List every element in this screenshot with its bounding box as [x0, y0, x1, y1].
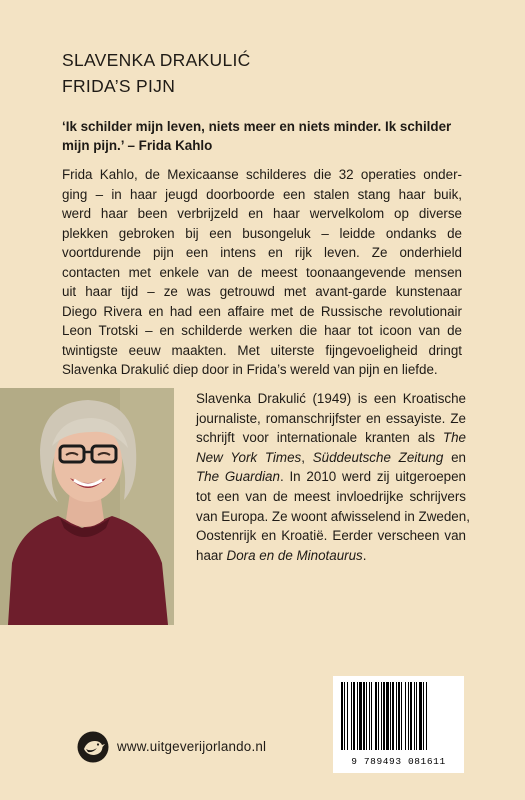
bio-line: schrijft voor internationale kranten als The — [196, 430, 466, 446]
barcode-bar — [390, 682, 391, 750]
isbn-number: 9 789493 081611 — [351, 756, 446, 767]
barcode-bar — [426, 682, 427, 750]
barcode-bar — [405, 682, 406, 750]
quote-line: mijn pijn.’ – Frida Kahlo — [62, 138, 213, 153]
synopsis-line: contacten met enkele van de meest toonaangevende mensen — [62, 264, 462, 280]
author-portrait-illustration — [0, 388, 174, 625]
bio-line: New York Times, Süddeutsche Zeitung en — [196, 449, 466, 465]
barcode-bar — [381, 682, 382, 750]
synopsis-line: Slavenka Drakulić diep door in Frida’s wereld van pijn en liefde. — [62, 362, 438, 377]
synopsis-line: Frida Kahlo, de Mexicaanse schilderes die 32 operaties onder- — [62, 167, 462, 182]
isbn-barcode — [333, 676, 464, 773]
barcode-bar — [363, 682, 365, 750]
barcode-bar — [401, 682, 402, 750]
barcode-bar — [410, 682, 412, 750]
quote-line: ‘Ik schilder mijn leven, niets meer en niets minder. Ik schilder — [62, 119, 452, 134]
synopsis-line: ging – in haar jeugd doorboorde een stalen stang haar buik, — [62, 186, 462, 202]
synopsis-line: plekken gebroken bij een busongeluk – leidde ondanks de — [62, 225, 462, 241]
barcode-bar — [386, 682, 389, 750]
bio-line: tot een van de meest invloedrijke schrijvers — [196, 488, 466, 504]
bio-line: haar Dora en de Minotaurus. — [196, 547, 367, 563]
bio-line: Slavenka Drakulić (1949) is een Kroatische — [196, 391, 466, 406]
barcode-bar — [414, 682, 415, 750]
bio-line: journaliste, romanschrijfster en essayiste. Ze — [196, 410, 466, 426]
barcode-bar — [423, 682, 424, 750]
publisher-bird-logo-icon — [77, 731, 109, 763]
barcode-bar — [375, 682, 377, 750]
synopsis-line: werd haar been verbrijzeld en haar wervelkolom op diverse — [62, 206, 462, 221]
author-name: SLAVENKA DRAKULIĆ — [62, 50, 251, 70]
barcode-bar — [383, 682, 385, 750]
barcode-icon — [339, 682, 458, 750]
barcode-bar — [347, 682, 348, 750]
barcode-bar — [408, 682, 409, 750]
barcode-bar — [359, 682, 362, 750]
synopsis-line: voortdurende pijn een intens en rijk leven. Ze onderhield — [62, 245, 462, 260]
barcode-bar — [357, 682, 358, 750]
bio-line: van Europa. Ze woont afwisselend in Zweden, — [196, 508, 470, 524]
barcode-bar — [378, 682, 379, 750]
frida-quote — [62, 117, 482, 155]
barcode-bar — [341, 682, 343, 750]
barcode-bar — [353, 682, 355, 750]
barcode-bar — [369, 682, 370, 750]
barcode-bar — [419, 682, 422, 750]
bio-line: Oostenrijk en Kroatië. Eerder verscheen van — [196, 528, 466, 544]
synopsis — [62, 165, 462, 380]
synopsis-line: uit haar tijd – ze was getrouwd met avant-garde kunstenaar — [62, 284, 462, 299]
barcode-bar — [366, 682, 367, 750]
publisher-website-link[interactable]: www.uitgeverijorlando.nl — [117, 739, 267, 754]
author-photo — [0, 388, 174, 625]
synopsis-line: Diego Rivera en had een affaire met de Russische revolutionair — [62, 303, 462, 319]
bio-line: The Guardian. In 2010 werd zij uitgeroepen — [196, 469, 466, 485]
synopsis-line: Leon Trotski – en schilderde werken die haar tot icoon van de — [62, 323, 462, 338]
barcode-bar — [371, 682, 372, 750]
synopsis-line: twintigste eeuw maakten. Met uiterste fijngevoeligheid dringt — [62, 342, 462, 358]
author-bio — [196, 389, 470, 565]
barcode-bar — [351, 682, 352, 750]
barcode-bar — [398, 682, 400, 750]
barcode-bar — [344, 682, 345, 750]
barcode-bar — [416, 682, 417, 750]
book-title: FRIDA’S PIJN — [62, 76, 176, 96]
barcode-bar — [392, 682, 394, 750]
barcode-bar — [396, 682, 397, 750]
